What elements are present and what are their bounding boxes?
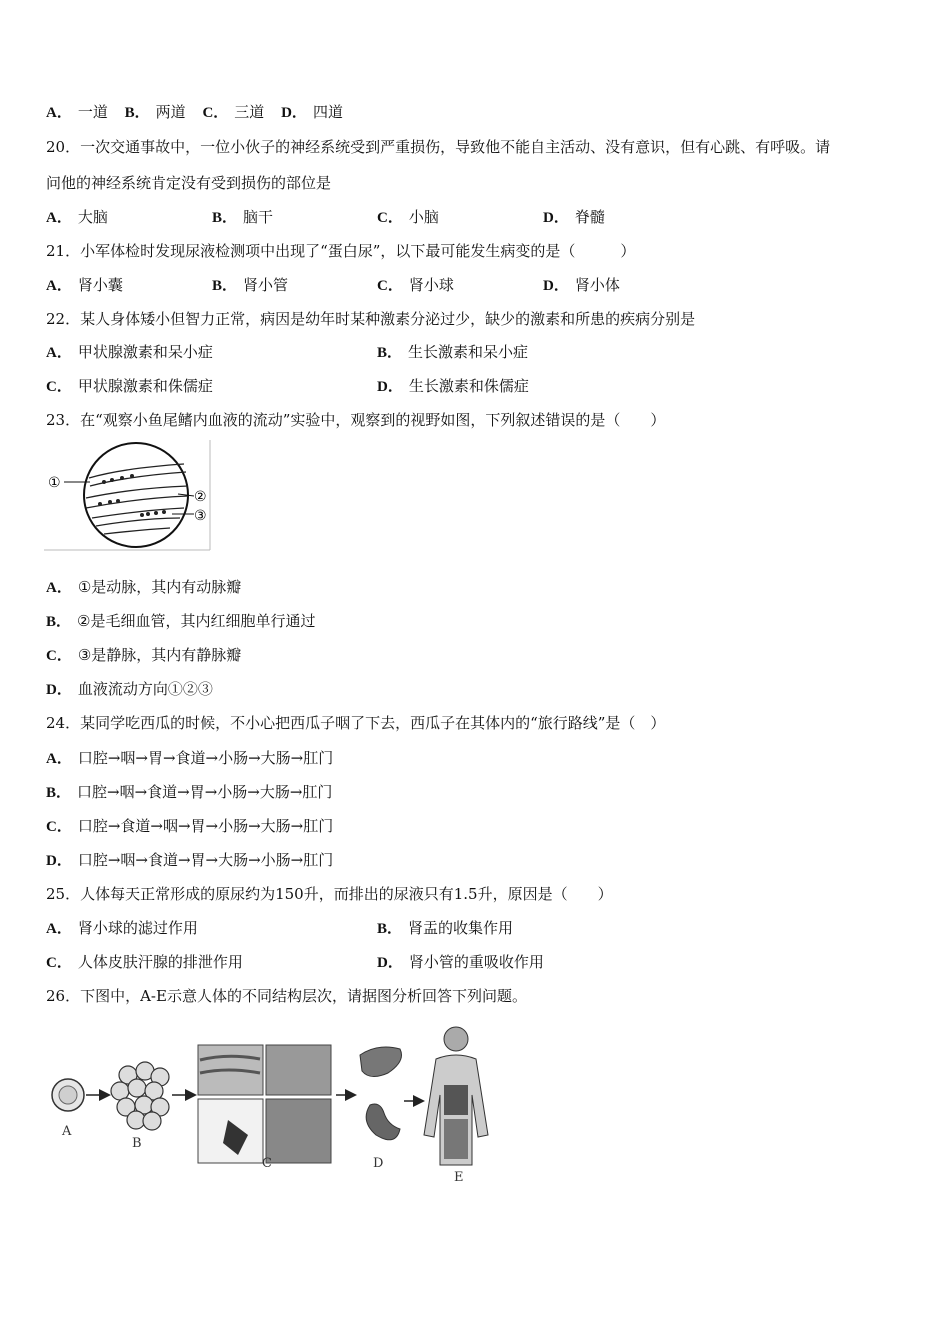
q22-b-text: 生长激素和呆小症 (408, 343, 529, 361)
q23-a-text: ①是动脉，其内有动脉瓣 (77, 578, 242, 596)
fig23-label-2: ② (194, 489, 207, 505)
q22-option-a (46, 342, 213, 363)
fig23-label-3: ③ (194, 508, 207, 524)
q23-option-b (46, 611, 315, 632)
q20-c-label: C． (377, 210, 403, 226)
q24-option-a (46, 748, 333, 769)
q25-b-label: B． (377, 921, 403, 937)
q25-a-label: A． (46, 921, 72, 937)
q22-a-label: A． (46, 345, 72, 361)
q25-d-label: D． (377, 955, 403, 971)
q24-option-d (46, 850, 333, 871)
fig26-label-d: D (373, 1156, 384, 1171)
q23-c-label: C． (46, 648, 72, 664)
fig26-label-c: C (262, 1156, 272, 1171)
q21-stem: 21．小军体检时发现尿液检测项中出现了“蛋白尿”，以下最可能发生病变的是（ ） (46, 242, 636, 260)
q22-a-text: 甲状腺激素和呆小症 (77, 343, 213, 361)
q22-b-label: B． (377, 345, 403, 361)
q21-b-text: 肾小管 (243, 276, 289, 294)
q25-b-text: 肾盂的收集作用 (408, 919, 514, 937)
q20-b-text: 脑干 (243, 208, 274, 226)
q24-stem: 24．某同学吃西瓜的时候，不小心把西瓜子咽了下去，西瓜子在其体内的“旅行路线”是（ ） (46, 714, 666, 732)
q20-option-b (212, 207, 273, 228)
q20-stem-line1: 20．一次交通事故中，一位小伙子的神经系统受到严重损伤，导致他不能自主活动、没有意识，但有心跳、有呼吸。请 (46, 138, 831, 156)
q22-option-b (377, 342, 528, 363)
q21-d-text: 肾小体 (574, 276, 620, 294)
q21-d-label: D． (543, 278, 569, 294)
q19-a-label: A． (46, 105, 72, 121)
fig23-label-1: ① (48, 475, 61, 491)
q22-c-text: 甲状腺激素和侏儒症 (77, 377, 213, 395)
q19-d-label: D． (281, 105, 307, 121)
q20-b-label: B． (212, 210, 238, 226)
q24-d-label: D． (46, 853, 72, 869)
q21-option-a (46, 275, 123, 296)
q19-options (46, 102, 343, 123)
q19-a-text: 一道 (77, 103, 108, 121)
q25-option-b (377, 918, 513, 939)
q24-a-label: A． (46, 751, 72, 767)
q23-option-a (46, 577, 241, 598)
q24-a-text: 口腔→咽→胃→食道→小肠→大肠→肛门 (77, 749, 334, 767)
q24-c-text: 口腔→食道→咽→胃→小肠→大肠→肛门 (77, 817, 334, 835)
q24-c-label: C． (46, 819, 72, 835)
q25-option-c (46, 952, 243, 973)
fig26-label-e: E (454, 1170, 464, 1185)
q21-c-label: C． (377, 278, 403, 294)
q19-b-label: B． (124, 105, 150, 121)
q24-b-label: B． (46, 785, 72, 801)
fig26-label-a: A (62, 1124, 72, 1139)
fig26-label-b: B (132, 1136, 142, 1151)
body-structure-levels-figure (48, 1025, 498, 1195)
q23-a-label: A． (46, 580, 72, 596)
q21-b-label: B． (212, 278, 238, 294)
q20-a-text: 大脑 (77, 208, 108, 226)
q23-option-c (46, 645, 241, 666)
q22-option-d (377, 376, 529, 397)
q26-stem: 26．下图中，A-E示意人体的不同结构层次，请据图分析回答下列问题。 (46, 987, 527, 1005)
q19-c-label: C． (202, 105, 229, 121)
q20-c-text: 小脑 (408, 208, 439, 226)
q20-option-c (377, 207, 439, 228)
q25-option-d (377, 952, 544, 973)
q21-option-d (543, 275, 620, 296)
q21-a-label: A． (46, 278, 72, 294)
q20-option-a (46, 207, 108, 228)
q23-d-label: D． (46, 682, 72, 698)
q25-c-text: 人体皮肤汗腺的排泄作用 (77, 953, 243, 971)
q22-stem: 22．某人身体矮小但智力正常，病因是幼年时某种激素分泌过少，缺少的激素和所患的疾病分别是 (46, 310, 696, 328)
q21-option-b (212, 275, 288, 296)
q22-d-text: 生长激素和侏儒症 (408, 377, 529, 395)
q20-a-label: A． (46, 210, 72, 226)
q25-d-text: 肾小管的重吸收作用 (408, 953, 544, 971)
q22-d-label: D． (377, 379, 403, 395)
q24-d-text: 口腔→咽→食道→胃→大肠→小肠→肛门 (77, 851, 334, 869)
q19-d-text: 四道 (312, 103, 343, 121)
q19-b-text: 两道 (155, 103, 186, 121)
q23-option-d (46, 679, 213, 700)
q21-a-text: 肾小囊 (77, 276, 123, 294)
q20-d-text: 脊髓 (574, 208, 605, 226)
q21-option-c (377, 275, 454, 296)
q20-stem-line2: 问他的神经系统肯定没有受到损伤的部位是 (46, 174, 332, 192)
q23-d-text: 血液流动方向①②③ (77, 680, 213, 698)
q23-b-label: B． (46, 614, 72, 630)
q24-option-b (46, 782, 332, 803)
q23-c-text: ③是静脉，其内有静脉瓣 (77, 646, 242, 664)
q25-c-label: C． (46, 955, 72, 971)
q25-option-a (46, 918, 198, 939)
q20-option-d (543, 207, 605, 228)
q22-c-label: C． (46, 379, 72, 395)
fish-tail-blood-flow-figure (44, 440, 212, 552)
q24-b-text: 口腔→咽→食道→胃→小肠→大肠→肛门 (77, 783, 333, 801)
q22-option-c (46, 376, 213, 397)
q24-option-c (46, 816, 333, 837)
q25-a-text: 肾小球的滤过作用 (77, 919, 198, 937)
q21-c-text: 肾小球 (408, 276, 454, 294)
q20-d-label: D． (543, 210, 569, 226)
q19-c-text: 三道 (234, 103, 265, 121)
q23-stem: 23．在“观察小鱼尾鳍内血液的流动”实验中，观察到的视野如图，下列叙述错误的是（ ） (46, 411, 666, 429)
q23-b-text: ②是毛细血管，其内红细胞单行通过 (77, 612, 316, 630)
q25-stem: 25．人体每天正常形成的原尿约为150升，而排出的尿液只有1.5升，原因是（ ） (46, 885, 613, 903)
